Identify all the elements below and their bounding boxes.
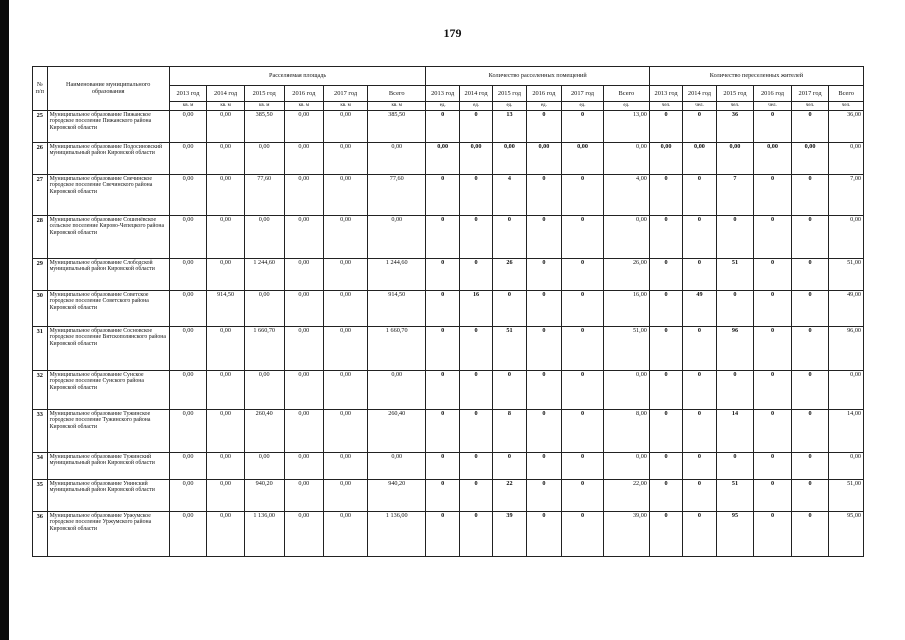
- rooms-value: 0: [526, 291, 561, 327]
- people-value: 0,00: [683, 143, 716, 175]
- area-value: 0,00: [169, 259, 207, 291]
- table-body: [33, 111, 864, 557]
- row-number: 25: [33, 111, 48, 143]
- area-value: 0,00: [284, 111, 324, 143]
- area-value: 0,00: [368, 371, 426, 410]
- people-value: 0,00: [829, 216, 864, 259]
- area-value: 1 244,60: [244, 259, 284, 291]
- area-value: 0,00: [368, 216, 426, 259]
- table-row: [33, 259, 864, 291]
- header-unit: ед.: [562, 102, 604, 111]
- row-number: 26: [33, 143, 48, 175]
- area-value: 0,00: [207, 327, 245, 371]
- area-value: 0,00: [207, 143, 245, 175]
- rooms-value: 0: [562, 216, 604, 259]
- header-year: 2016 год: [284, 86, 324, 102]
- rooms-value: 8: [493, 410, 526, 453]
- people-value: 0: [716, 453, 754, 480]
- header-year: 2014 год: [683, 86, 716, 102]
- people-value: 0: [754, 111, 792, 143]
- area-value: 0,00: [284, 291, 324, 327]
- area-value: 0,00: [284, 327, 324, 371]
- rooms-value: 4: [493, 175, 526, 216]
- header-unit: кв. м: [169, 102, 207, 111]
- area-value: 0,00: [324, 410, 368, 453]
- people-value: 51: [716, 480, 754, 512]
- people-value: 0: [754, 480, 792, 512]
- rooms-value: 0,00: [562, 143, 604, 175]
- people-value: 0: [683, 327, 716, 371]
- people-value: 0: [683, 111, 716, 143]
- rooms-value: 0: [526, 327, 561, 371]
- rooms-value: 0: [459, 453, 492, 480]
- header-unit: кв. м: [244, 102, 284, 111]
- people-value: 0: [791, 453, 829, 480]
- resettlement-table: [32, 66, 864, 557]
- people-value: 0: [649, 371, 682, 410]
- row-number: 34: [33, 453, 48, 480]
- people-value: 36: [716, 111, 754, 143]
- rooms-value: 0: [562, 480, 604, 512]
- municipality-name: Муниципальное образование Слободской муниципальный район Кировской области: [47, 259, 169, 291]
- rooms-value: 0: [459, 175, 492, 216]
- header-group-people: Количество переселенных жителей: [649, 67, 863, 86]
- area-value: 0,00: [284, 259, 324, 291]
- rooms-value: 8,00: [603, 410, 649, 453]
- row-number: 33: [33, 410, 48, 453]
- header-unit: ед.: [459, 102, 492, 111]
- header-group-area: Расселяемая площадь: [169, 67, 426, 86]
- area-value: 0,00: [169, 512, 207, 557]
- area-value: 0,00: [284, 143, 324, 175]
- row-number: 31: [33, 327, 48, 371]
- people-value: 0: [649, 291, 682, 327]
- rooms-value: 0: [562, 259, 604, 291]
- header-unit: кв. м: [368, 102, 426, 111]
- people-value: 49,00: [829, 291, 864, 327]
- header-year: 2014 год: [459, 86, 492, 102]
- rooms-value: 0: [459, 327, 492, 371]
- people-value: 0: [791, 512, 829, 557]
- area-value: 0,00: [284, 453, 324, 480]
- row-number: 28: [33, 216, 48, 259]
- municipality-name: Муниципальное образование Сунское городское поселение Сунского района Кировской области: [47, 371, 169, 410]
- header-year: 2017 год: [562, 86, 604, 102]
- people-value: 51,00: [829, 259, 864, 291]
- header-year: Всего: [603, 86, 649, 102]
- area-value: 940,20: [244, 480, 284, 512]
- area-value: 260,40: [368, 410, 426, 453]
- rooms-value: 0: [526, 259, 561, 291]
- rooms-value: 0: [459, 480, 492, 512]
- rooms-value: 0: [562, 371, 604, 410]
- area-value: 0,00: [284, 371, 324, 410]
- rooms-value: 0: [526, 175, 561, 216]
- rooms-value: 0: [426, 453, 459, 480]
- rooms-value: 39: [493, 512, 526, 557]
- people-value: 0,00: [829, 453, 864, 480]
- rooms-value: 16: [459, 291, 492, 327]
- people-value: 0: [754, 291, 792, 327]
- municipality-name: Муниципальное образование Подосиновский муниципальный район Кировской области: [47, 143, 169, 175]
- table-row: [33, 512, 864, 557]
- people-value: 0: [649, 453, 682, 480]
- area-value: 1 244,60: [368, 259, 426, 291]
- header-name: Наименование муниципального образования: [47, 67, 169, 111]
- rooms-value: 26: [493, 259, 526, 291]
- header-no: № п/п: [33, 67, 48, 111]
- people-value: 0: [716, 371, 754, 410]
- area-value: 1 660,70: [368, 327, 426, 371]
- municipality-name: Муниципальное образование Уржумское городское поселение Уржумского района Кировской области: [47, 512, 169, 557]
- rooms-value: 0: [526, 410, 561, 453]
- rooms-value: 0: [562, 327, 604, 371]
- people-value: 0: [754, 410, 792, 453]
- rooms-value: 0: [493, 453, 526, 480]
- table-row: [33, 111, 864, 143]
- rooms-value: 16,00: [603, 291, 649, 327]
- header-year: 2013 год: [426, 86, 459, 102]
- header-year: 2015 год: [716, 86, 754, 102]
- area-value: 0,00: [324, 453, 368, 480]
- table-row: [33, 410, 864, 453]
- area-value: 260,40: [244, 410, 284, 453]
- people-value: 0: [683, 410, 716, 453]
- people-value: 0,00: [754, 143, 792, 175]
- rooms-value: 0: [526, 480, 561, 512]
- area-value: 0,00: [207, 410, 245, 453]
- area-value: 0,00: [368, 143, 426, 175]
- municipality-name: Муниципальное образование Унинский муниципальный район Кировской области: [47, 480, 169, 512]
- header-unit: ед.: [493, 102, 526, 111]
- area-value: 0,00: [368, 453, 426, 480]
- area-value: 0,00: [244, 453, 284, 480]
- rooms-value: 51: [493, 327, 526, 371]
- people-value: 0: [754, 175, 792, 216]
- table-row: [33, 453, 864, 480]
- header-year: 2013 год: [169, 86, 207, 102]
- header-year: 2014 год: [207, 86, 245, 102]
- area-value: 0,00: [284, 175, 324, 216]
- rooms-value: 0: [426, 259, 459, 291]
- rooms-value: 0: [459, 371, 492, 410]
- rooms-value: 0: [459, 259, 492, 291]
- area-value: 0,00: [169, 216, 207, 259]
- people-value: 0,00: [716, 143, 754, 175]
- rooms-value: 0: [459, 410, 492, 453]
- area-value: 0,00: [169, 291, 207, 327]
- area-value: 914,50: [207, 291, 245, 327]
- header-year: 2015 год: [244, 86, 284, 102]
- area-value: 0,00: [169, 410, 207, 453]
- header-year: 2017 год: [324, 86, 368, 102]
- header-unit: чел.: [754, 102, 792, 111]
- people-value: 0: [754, 216, 792, 259]
- people-value: 0: [791, 175, 829, 216]
- table-row: [33, 480, 864, 512]
- area-value: 0,00: [169, 327, 207, 371]
- rooms-value: 4,00: [603, 175, 649, 216]
- people-value: 0: [649, 259, 682, 291]
- people-value: 51,00: [829, 480, 864, 512]
- people-value: 0: [683, 175, 716, 216]
- people-value: 7: [716, 175, 754, 216]
- rooms-value: 0: [493, 216, 526, 259]
- people-value: 96: [716, 327, 754, 371]
- table-row: [33, 143, 864, 175]
- area-value: 0,00: [284, 512, 324, 557]
- rooms-value: 0: [562, 175, 604, 216]
- header-unit: чел.: [649, 102, 682, 111]
- people-value: 0: [716, 291, 754, 327]
- rooms-value: 0: [459, 111, 492, 143]
- people-value: 0: [754, 259, 792, 291]
- area-value: 0,00: [169, 371, 207, 410]
- people-value: 51: [716, 259, 754, 291]
- table-row: [33, 371, 864, 410]
- area-value: 0,00: [207, 453, 245, 480]
- people-value: 49: [683, 291, 716, 327]
- municipality-name: Муниципальное образование Тужинский муниципальный район Кировской области: [47, 453, 169, 480]
- rooms-value: 0: [459, 512, 492, 557]
- people-value: 0: [791, 291, 829, 327]
- area-value: 0,00: [169, 175, 207, 216]
- people-value: 0,00: [791, 143, 829, 175]
- rooms-value: 0: [459, 216, 492, 259]
- rooms-value: 0: [526, 371, 561, 410]
- rooms-value: 0,00: [526, 143, 561, 175]
- area-value: 0,00: [169, 453, 207, 480]
- table-row: [33, 216, 864, 259]
- rooms-value: 0,00: [493, 143, 526, 175]
- area-value: 0,00: [244, 371, 284, 410]
- area-value: 385,50: [244, 111, 284, 143]
- area-value: 0,00: [324, 143, 368, 175]
- area-value: 0,00: [207, 371, 245, 410]
- area-value: 1 660,70: [244, 327, 284, 371]
- rooms-value: 0,00: [603, 453, 649, 480]
- area-value: 1 136,00: [244, 512, 284, 557]
- municipality-name: Муниципальное образование Советское городское поселение Советского района Кировской области: [47, 291, 169, 327]
- header-group-rooms: Количество расселенных помещений: [426, 67, 649, 86]
- rooms-value: 0,00: [459, 143, 492, 175]
- header-year: 2016 год: [526, 86, 561, 102]
- rooms-value: 0: [426, 512, 459, 557]
- page-number: 179: [443, 26, 462, 40]
- people-value: 95,00: [829, 512, 864, 557]
- people-value: 0: [791, 111, 829, 143]
- people-value: 0: [683, 480, 716, 512]
- people-value: 0: [791, 480, 829, 512]
- rooms-value: 26,00: [603, 259, 649, 291]
- people-value: 0: [683, 371, 716, 410]
- rooms-value: 0: [493, 291, 526, 327]
- people-value: 96,00: [829, 327, 864, 371]
- rooms-value: 0: [562, 512, 604, 557]
- people-value: 0: [649, 410, 682, 453]
- scan-edge-bar: [0, 0, 9, 640]
- rooms-value: 0,00: [603, 216, 649, 259]
- rooms-value: 0: [526, 111, 561, 143]
- people-value: 0,00: [829, 143, 864, 175]
- area-value: 0,00: [324, 259, 368, 291]
- people-value: 0: [791, 327, 829, 371]
- rooms-value: 0: [493, 371, 526, 410]
- header-unit: ед.: [426, 102, 459, 111]
- header-unit: чел.: [683, 102, 716, 111]
- area-value: 0,00: [207, 216, 245, 259]
- area-value: 385,50: [368, 111, 426, 143]
- people-value: 0: [791, 371, 829, 410]
- municipality-name: Муниципальное образование Сосновское городское поселение Вятскополянского района Кировской области: [47, 327, 169, 371]
- row-number: 35: [33, 480, 48, 512]
- rooms-value: 0: [562, 453, 604, 480]
- people-value: 0,00: [649, 143, 682, 175]
- area-value: 77,60: [368, 175, 426, 216]
- table-row: [33, 175, 864, 216]
- rooms-value: 0,00: [603, 371, 649, 410]
- header-year: Всего: [368, 86, 426, 102]
- people-value: 0: [754, 453, 792, 480]
- people-value: 14: [716, 410, 754, 453]
- area-value: 0,00: [284, 480, 324, 512]
- people-value: 95: [716, 512, 754, 557]
- area-value: 0,00: [324, 291, 368, 327]
- people-value: 0: [649, 327, 682, 371]
- people-value: 0: [649, 216, 682, 259]
- rooms-value: 0,00: [426, 143, 459, 175]
- rooms-value: 0: [426, 480, 459, 512]
- people-value: 0: [649, 111, 682, 143]
- area-value: 0,00: [207, 480, 245, 512]
- header-year: 2017 год: [791, 86, 829, 102]
- rooms-value: 0: [526, 453, 561, 480]
- people-value: 0: [754, 371, 792, 410]
- rooms-value: 0: [426, 175, 459, 216]
- people-value: 0: [791, 259, 829, 291]
- area-value: 0,00: [207, 259, 245, 291]
- header-unit: кв. м: [324, 102, 368, 111]
- area-value: 0,00: [169, 480, 207, 512]
- rooms-value: 0: [426, 291, 459, 327]
- header-year: 2015 год: [493, 86, 526, 102]
- people-value: 0: [649, 512, 682, 557]
- area-value: 0,00: [207, 512, 245, 557]
- people-value: 0: [754, 512, 792, 557]
- area-value: 0,00: [284, 410, 324, 453]
- people-value: 7,00: [829, 175, 864, 216]
- area-value: 0,00: [207, 175, 245, 216]
- area-value: 0,00: [324, 111, 368, 143]
- rooms-value: 0: [526, 216, 561, 259]
- area-value: 77,60: [244, 175, 284, 216]
- municipality-name: Муниципальное образование Свечинское городское поселение Свечинского района Кировской области: [47, 175, 169, 216]
- rooms-value: 0,00: [603, 143, 649, 175]
- rooms-value: 0: [562, 291, 604, 327]
- rooms-value: 0: [426, 371, 459, 410]
- area-value: 0,00: [324, 480, 368, 512]
- area-value: 0,00: [244, 291, 284, 327]
- header-year: 2013 год: [649, 86, 682, 102]
- people-value: 0: [683, 259, 716, 291]
- header-unit: ед.: [603, 102, 649, 111]
- municipality-name: Муниципальное образование Пижанское городское поселение Пижанского района Кировской области: [47, 111, 169, 143]
- header-unit: кв. м: [284, 102, 324, 111]
- area-value: 0,00: [169, 111, 207, 143]
- rooms-value: 22,00: [603, 480, 649, 512]
- people-value: 0: [683, 512, 716, 557]
- header-unit: чел.: [791, 102, 829, 111]
- header-year: Всего: [829, 86, 864, 102]
- people-value: 0: [791, 410, 829, 453]
- area-value: 0,00: [324, 327, 368, 371]
- rooms-value: 22: [493, 480, 526, 512]
- area-value: 914,50: [368, 291, 426, 327]
- area-value: 0,00: [169, 143, 207, 175]
- area-value: 0,00: [207, 111, 245, 143]
- rooms-value: 0: [562, 111, 604, 143]
- header-unit: кв. м: [207, 102, 245, 111]
- people-value: 0: [683, 216, 716, 259]
- header-year: 2016 год: [754, 86, 792, 102]
- area-value: 0,00: [244, 216, 284, 259]
- area-value: 1 136,00: [368, 512, 426, 557]
- rooms-value: 0: [426, 111, 459, 143]
- people-value: 0: [683, 453, 716, 480]
- rooms-value: 51,00: [603, 327, 649, 371]
- header-unit: чел.: [829, 102, 864, 111]
- municipality-name: Муниципальное образование Тужинское городское поселение Тужинского района Кировской области: [47, 410, 169, 453]
- rooms-value: 13,00: [603, 111, 649, 143]
- rooms-value: 0: [426, 327, 459, 371]
- area-value: 0,00: [284, 216, 324, 259]
- area-value: 0,00: [244, 143, 284, 175]
- rooms-value: 0: [426, 410, 459, 453]
- header-unit: ед.: [526, 102, 561, 111]
- table-row: [33, 327, 864, 371]
- header-unit: чел.: [716, 102, 754, 111]
- people-value: 0: [754, 327, 792, 371]
- people-value: 0: [716, 216, 754, 259]
- people-value: 36,00: [829, 111, 864, 143]
- area-value: 940,20: [368, 480, 426, 512]
- area-value: 0,00: [324, 512, 368, 557]
- area-value: 0,00: [324, 175, 368, 216]
- area-value: 0,00: [324, 216, 368, 259]
- row-number: 30: [33, 291, 48, 327]
- row-number: 36: [33, 512, 48, 557]
- people-value: 0: [791, 216, 829, 259]
- rooms-value: 13: [493, 111, 526, 143]
- table-row: [33, 291, 864, 327]
- people-value: 0: [649, 480, 682, 512]
- people-value: 0: [649, 175, 682, 216]
- area-value: 0,00: [324, 371, 368, 410]
- rooms-value: 0: [526, 512, 561, 557]
- people-value: 0,00: [829, 371, 864, 410]
- people-value: 14,00: [829, 410, 864, 453]
- row-number: 27: [33, 175, 48, 216]
- rooms-value: 0: [562, 410, 604, 453]
- rooms-value: 39,00: [603, 512, 649, 557]
- row-number: 29: [33, 259, 48, 291]
- row-number: 32: [33, 371, 48, 410]
- municipality-name: Муниципальное образование Сошенёвское сельское поселение Кирово-Чепецкого района Кировской области: [47, 216, 169, 259]
- rooms-value: 0: [426, 216, 459, 259]
